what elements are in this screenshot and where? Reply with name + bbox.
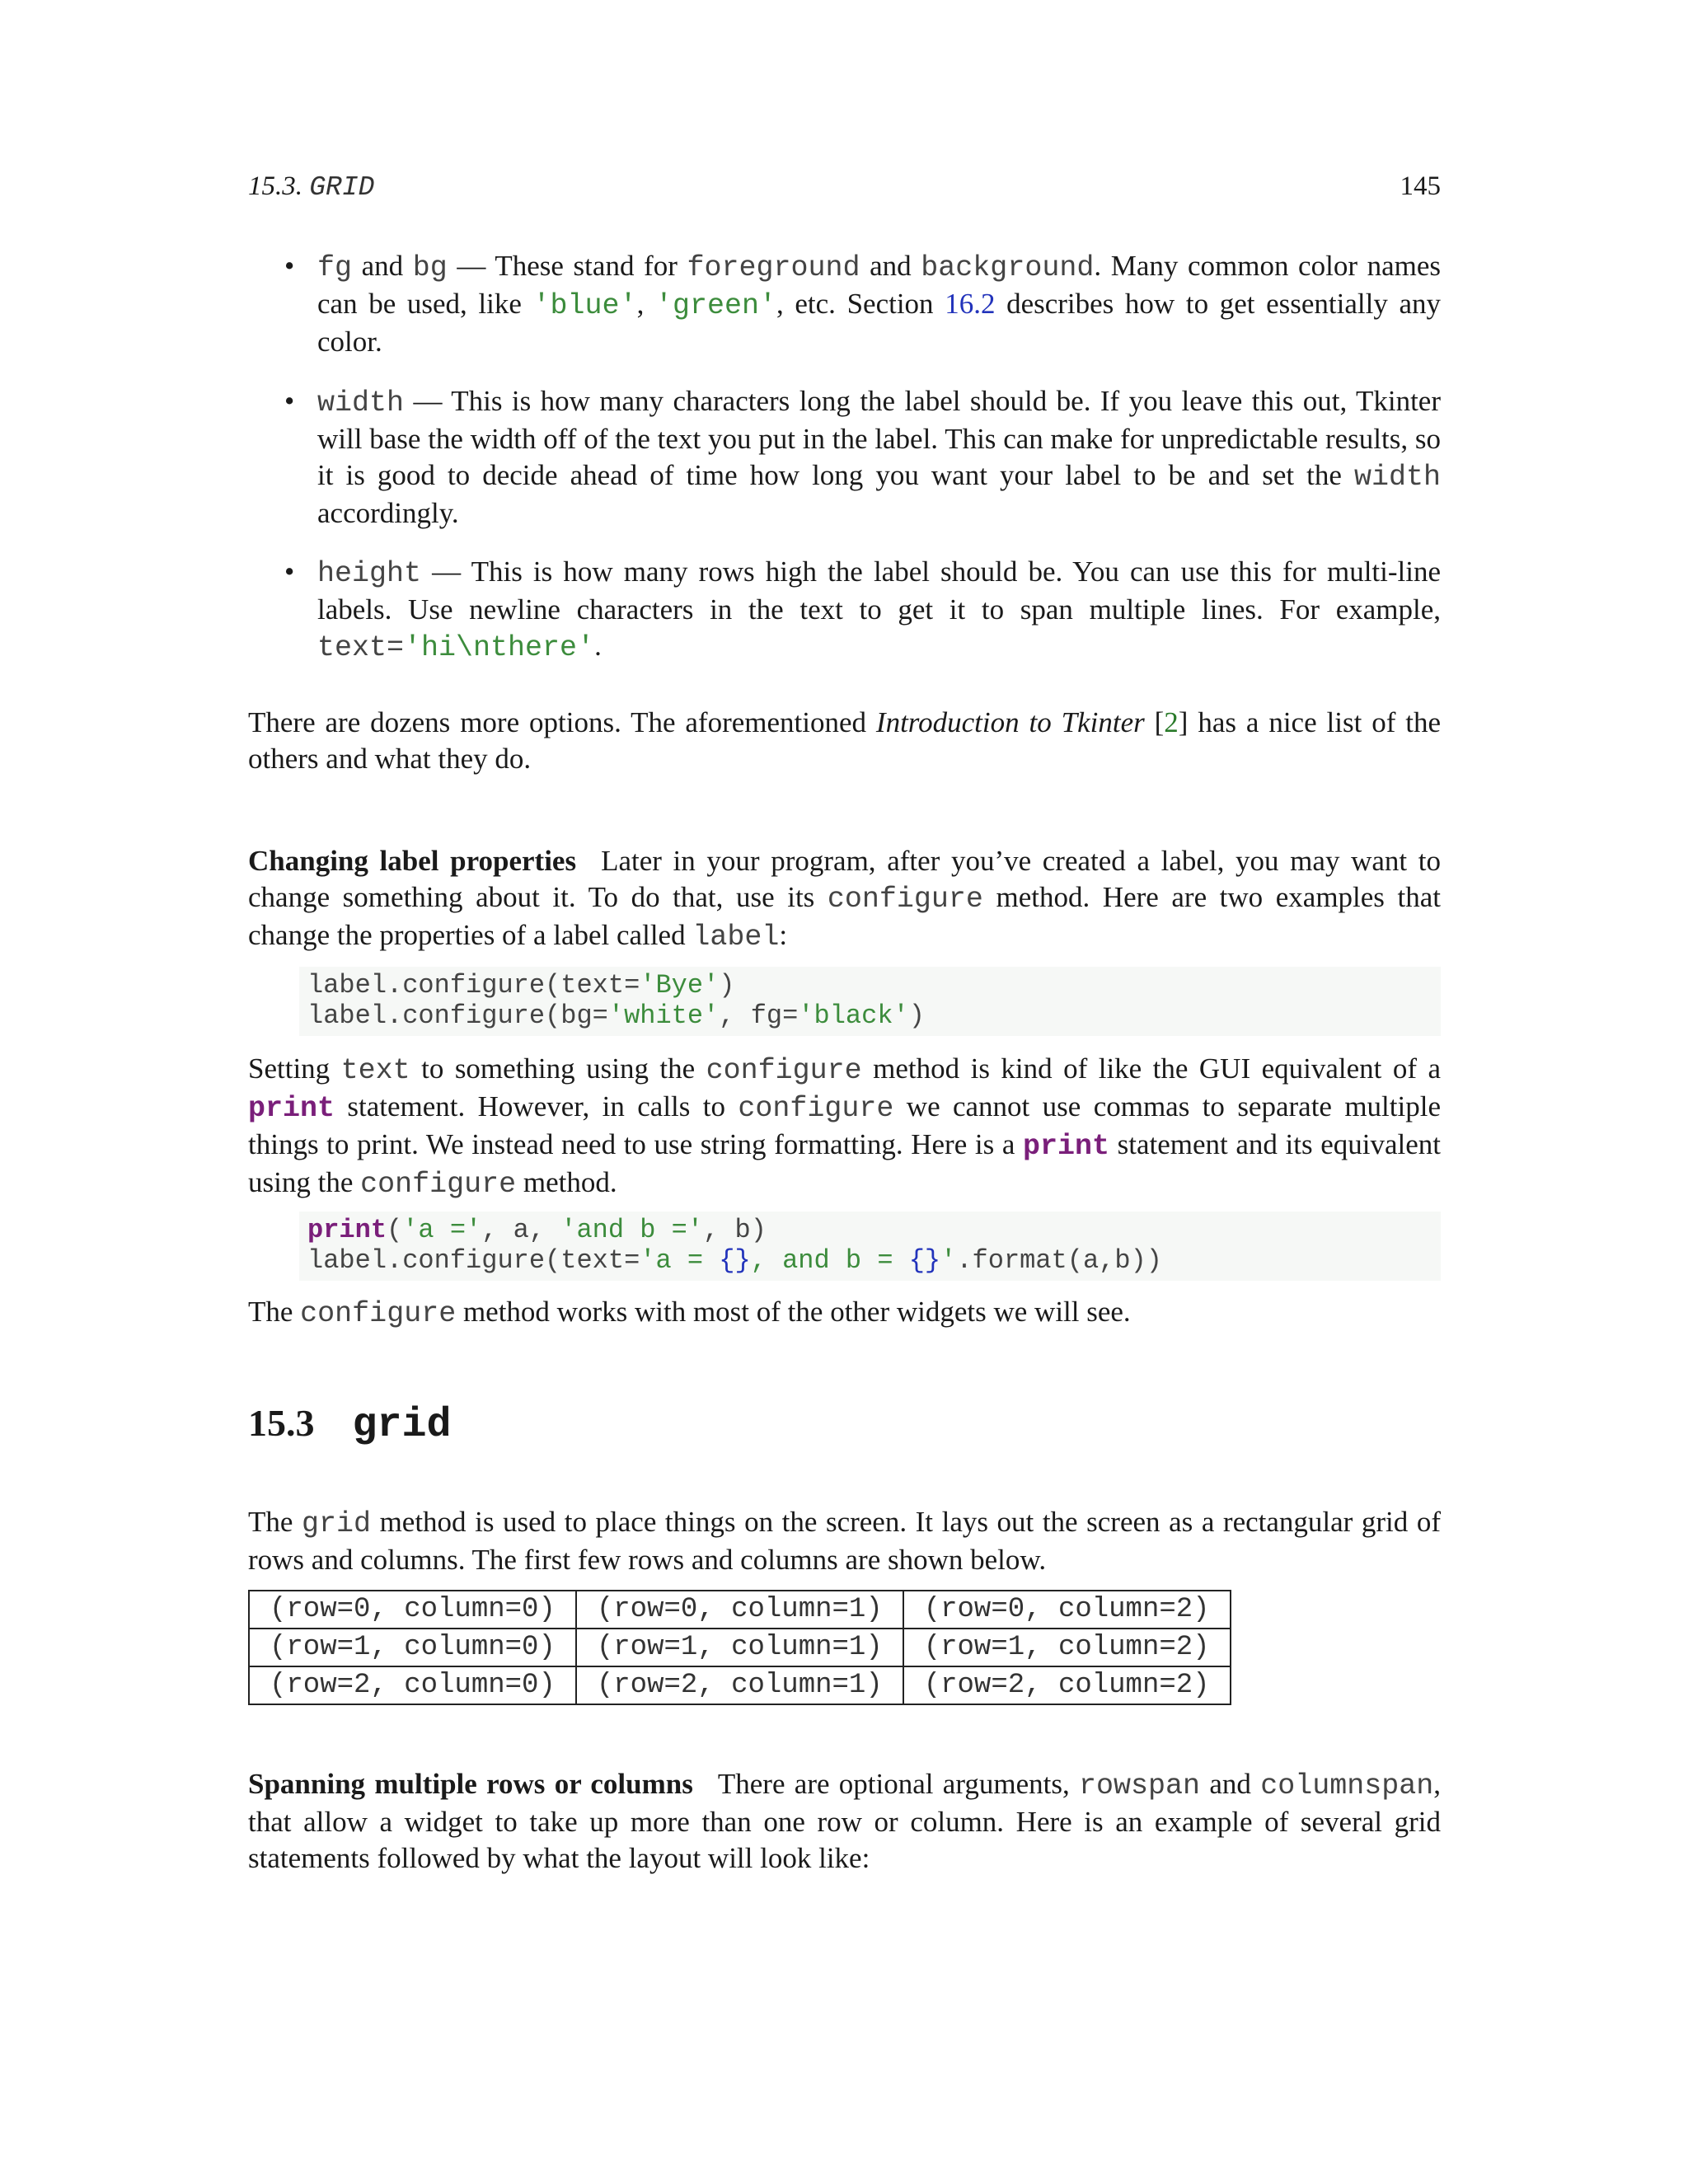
- string-hi-there: 'hi\nthere': [404, 631, 595, 664]
- text: There are optional arguments,: [717, 1768, 1080, 1800]
- table-cell: (row=2, column=1): [576, 1666, 903, 1704]
- text: we cannot use commas to separate multiple things to print. We instead need to use string formatting. Here is a: [248, 1090, 1441, 1160]
- text: — These stand for: [447, 250, 687, 282]
- code-text: label.configure(text=: [307, 970, 640, 1001]
- paragraph-setting-text: [248, 1051, 1441, 1202]
- table-cell: (row=2, column=2): [903, 1666, 1231, 1704]
- text: The: [248, 1506, 302, 1538]
- code-columnspan: columnspan: [1260, 1769, 1434, 1802]
- text: , etc. Section: [776, 288, 945, 320]
- text: method.: [516, 1166, 617, 1198]
- text: and: [352, 250, 413, 282]
- text: :: [779, 919, 788, 951]
- code-line: [307, 1001, 1432, 1031]
- table-cell: (row=2, column=0): [249, 1666, 576, 1704]
- table-row: [249, 1591, 1231, 1629]
- text: , that allow a widget to take up more than one row or column. Here is an example of several grid statements followed by what the layout will look like:: [248, 1768, 1441, 1874]
- table-cell: (row=0, column=2): [903, 1591, 1231, 1629]
- code-foreground: foreground: [687, 251, 860, 284]
- bullet-fg-bg: [284, 248, 1442, 360]
- table-cell: (row=1, column=1): [576, 1629, 903, 1666]
- string-blue: 'blue': [532, 289, 637, 322]
- table-cell: (row=0, column=1): [576, 1591, 903, 1629]
- bullet-dot: •: [284, 385, 295, 417]
- code-text: , b): [703, 1215, 767, 1245]
- code-configure: configure: [706, 1054, 862, 1087]
- code-text: , a,: [481, 1215, 561, 1245]
- code-line: [307, 1245, 1432, 1276]
- code-string: , and b =: [750, 1245, 909, 1276]
- code-block-print-format: [299, 1212, 1441, 1281]
- code-string: ': [940, 1245, 957, 1276]
- running-header-section: [248, 171, 374, 203]
- text: and: [1200, 1768, 1261, 1800]
- code-text: (: [387, 1215, 403, 1245]
- text: — This is how many characters long the label should be. If you leave this out, Tkinter will base the width off of the text you put in the label. This can make for unpredictable results, so it is good to decide ahead of time how long you want your label to be and set the: [317, 385, 1441, 491]
- table-cell: (row=0, column=0): [249, 1591, 576, 1629]
- code-string: 'black': [798, 1001, 909, 1031]
- text: There are dozens more options. The aforementioned: [248, 706, 876, 738]
- code-text: .format(a,b)): [956, 1245, 1162, 1276]
- code-line: [307, 1215, 1432, 1245]
- keyword-print: print: [1022, 1130, 1110, 1163]
- bullet-dot: •: [284, 250, 295, 282]
- code-text: ): [719, 970, 735, 1001]
- table-row: [249, 1666, 1231, 1704]
- code-placeholder: {}: [719, 1245, 751, 1276]
- text: ] has a nice list of the others and what they do.: [248, 706, 1442, 775]
- paragraph-heading: Changing label properties: [248, 845, 577, 877]
- text: method works with most of the other widgets we will see.: [456, 1296, 1131, 1328]
- code-fg: fg: [317, 251, 353, 284]
- section-link[interactable]: 16.2: [945, 288, 996, 320]
- text: statement and its equivalent using the: [248, 1128, 1441, 1198]
- string-green: 'green': [654, 289, 776, 322]
- text: describes how to get essentially any color.: [317, 288, 1442, 358]
- code-text: label.configure(bg=: [307, 1001, 608, 1031]
- code-line: [307, 970, 1432, 1001]
- book-title: Introduction to Tkinter: [875, 706, 1145, 738]
- table-cell: (row=1, column=2): [903, 1629, 1231, 1666]
- code-width: width: [317, 387, 405, 419]
- keyword-print: print: [248, 1092, 335, 1125]
- text: [: [1144, 706, 1165, 738]
- citation-link[interactable]: 2: [1164, 706, 1179, 738]
- code-height: height: [317, 557, 422, 590]
- page-number: 145: [1400, 171, 1441, 201]
- text: and: [860, 250, 921, 282]
- paragraph-heading: Spanning multiple rows or columns: [248, 1768, 693, 1800]
- text: Setting: [248, 1052, 341, 1085]
- paragraph-changing-label-properties: [248, 843, 1441, 955]
- bullet-dot: •: [284, 555, 295, 588]
- bullet-width: [284, 383, 1441, 532]
- code-grid: grid: [301, 1507, 371, 1540]
- code-text: ): [908, 1001, 925, 1031]
- section-number: 15.3: [248, 1402, 315, 1444]
- section-heading: [248, 1401, 452, 1449]
- text: method is used to place things on the screen. It lays out the screen as a rectangular grid of rows and columns. The first few rows and columns are shown below.: [248, 1506, 1441, 1576]
- code-string: 'a =: [640, 1245, 720, 1276]
- code-string: 'white': [607, 1001, 720, 1031]
- text: method. Here are two examples that change the properties of a label called: [248, 881, 1441, 951]
- text: .: [594, 630, 602, 662]
- text: accordingly.: [317, 497, 459, 529]
- code-keyword: print: [307, 1215, 387, 1245]
- bullet-height: [284, 554, 1441, 666]
- code-rowspan: rowspan: [1079, 1769, 1201, 1802]
- code-configure: configure: [738, 1092, 894, 1125]
- code-text: text=: [317, 631, 405, 664]
- grid-table: [248, 1590, 1231, 1705]
- code-string: 'and b =': [560, 1215, 704, 1245]
- paragraph-options: [248, 705, 1441, 777]
- paragraph-grid-method: [248, 1504, 1441, 1578]
- code-bg: bg: [412, 251, 448, 284]
- code-string: 'Bye': [640, 970, 720, 1001]
- code-configure: configure: [827, 883, 983, 916]
- text: statement. However, in calls to: [335, 1090, 738, 1122]
- paragraph-configure-note: [248, 1294, 1441, 1332]
- code-string: 'a =': [402, 1215, 482, 1245]
- table-row: [249, 1629, 1231, 1666]
- text: . Many common color names can be used, like: [317, 250, 1441, 320]
- text: method is kind of like the GUI equivalent of a: [861, 1052, 1441, 1085]
- text: to something using the: [410, 1052, 706, 1085]
- code-placeholder: {}: [908, 1245, 941, 1276]
- code-text-option: text: [340, 1054, 410, 1087]
- code-background: background: [921, 251, 1095, 284]
- text: ,: [636, 288, 655, 320]
- header-section-name: GRID: [309, 172, 375, 203]
- text: The: [248, 1296, 301, 1328]
- text: Later in your program, after you’ve created a label, you may want to change something about it. To do that, use its: [248, 845, 1441, 913]
- paragraph-spanning: [248, 1766, 1441, 1877]
- code-width: width: [1353, 461, 1441, 494]
- code-label: label: [692, 921, 780, 954]
- code-configure: configure: [300, 1297, 457, 1330]
- table-cell: (row=1, column=0): [249, 1629, 576, 1666]
- code-block-configure: [299, 967, 1441, 1036]
- code-configure: configure: [360, 1168, 517, 1201]
- code-text: label.configure(text=: [307, 1245, 640, 1276]
- header-section-number: 15.3.: [248, 171, 302, 201]
- running-header: [248, 171, 1441, 208]
- code-text: , fg=: [719, 1001, 799, 1031]
- text: — This is how many rows high the label should be. You can use this for multi-line labels. Use newline characters in the text to get it to span multiple lines. For example,: [317, 555, 1441, 626]
- section-name: grid: [352, 1402, 452, 1449]
